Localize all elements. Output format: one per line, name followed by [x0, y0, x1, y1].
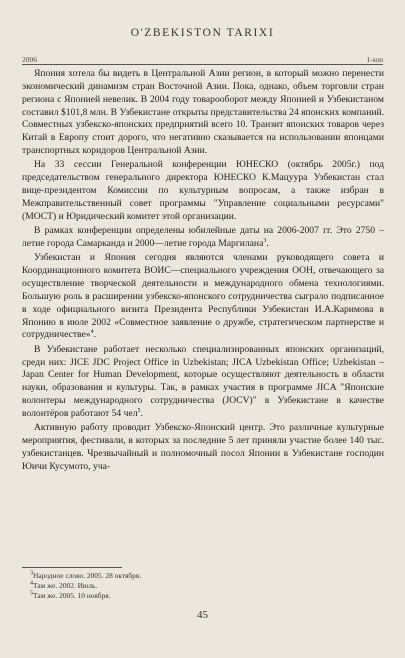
- footnote-ref: 3: [263, 237, 267, 244]
- paragraph: Япония хотела бы видеть в Центральной Азии регион, в который можно перенести экономический динамизм стран Восточной Азии. Пока, однако, объем торговли стран региона с Японией невелик. В 2004 году товарооборот между Японией и Узбекистаном составил $101,8 млн. В Узбекистане открыты представительства 24 японских компаний. Совместных узбекско-японских предприятий всего 10. Транзит японских товаров через Китай в Европу стоит дорого, что негативно сказывается на использовании японцами транспортных коридоров Центральной Азии.: [22, 68, 384, 157]
- footnote-rule: [22, 567, 122, 568]
- footnote: $^3$Народное слово. 2005. 28 октября.: [30, 570, 142, 580]
- paragraph: Активную работу проводит Узбекско-Японский центр. Это различные культурные мероприятия, фестивали, в которых за последние 5 лет приняли участие более 140 тыс. узбекистанцев. Чрезвычайный и полномочный посол Японии в Узбекистане господин Юичи Кусумото, уча-: [22, 422, 384, 472]
- article-body: [22, 68, 384, 474]
- footnotes: [30, 571, 141, 601]
- paragraph: В Узбекистане работает несколько специализированных японских организаций, среди них: JICE JDC Project Office in Uzbekistan; JICA Uzbekistan Office; Uzbekistan – Japan Center for Human Development, которые осуществляют деятельность в области науки, образования и культуры. Так, в рамках участия в программе JICA "Японские волонтеры международного сотрудничества (JOCV)" в Узбекистане в качестве волонтёров работают 54 чел$^5$.: [22, 343, 384, 419]
- paragraph: В рамках конференции определены юбилейные даты на 2006-2007 гг. Это 2750 –летие города Самарканда и 2000—летие города Маргилана$^3$.: [22, 225, 384, 249]
- header-year: 2006: [22, 55, 37, 64]
- footnote: $^4$Там же. 2002. Июль.: [30, 580, 98, 590]
- page-number: 45: [197, 609, 208, 621]
- paragraph: Узбекистан и Япония сегодня являются членами руководящего совета и Координационного комитета ВОИС—специального учреждения ООН, отвечающего за осуществление творческой деятельности и международного обмена технологиями. Большую роль в расширении узбекско-японского сотрудничества сыграло подписанное в ходе официального визита Президента Республики Узбекистан И.А.Каримова в Японию в июле 2002 «Совместное заявление о дружбе, стратегическом партнерстве и сотрудничестве»$^4$.: [22, 252, 384, 341]
- footnote-ref: 4: [90, 329, 94, 336]
- footnote-ref: 5: [137, 407, 141, 414]
- footnote: $^5$Там же. 2005. 10 ноября.: [30, 590, 111, 600]
- header-issue: 1-son: [366, 55, 383, 64]
- journal-title: O'ZBEKISTON TARIXI: [130, 27, 275, 39]
- paragraph: На 33 сессии Генеральной конференции ЮНЕСКО (октябрь 2005г.) под председательством генерального директора ЮНЕСКО К.Мацуура Узбекистан стал вице-президентом Комиссии по культурным вопросам, а также избран в Межправительственный совет программы "Управление социальными ресурсами" (МОСТ) и Юридический комитет этой организации.: [22, 159, 384, 222]
- header-rule: [22, 64, 383, 65]
